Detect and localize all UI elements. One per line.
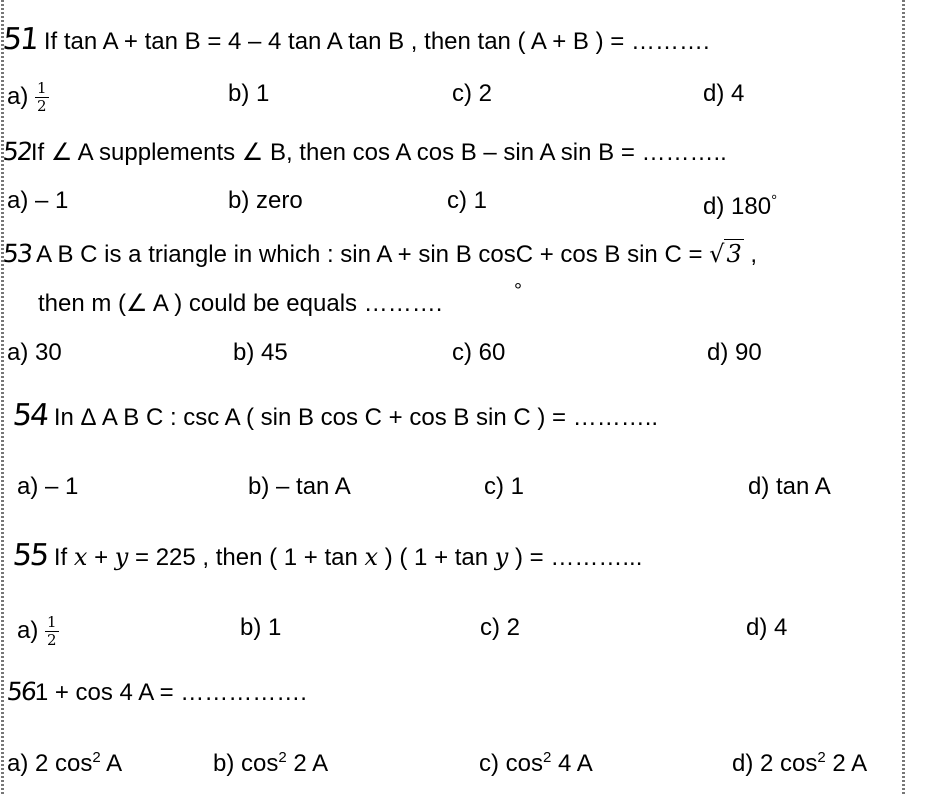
question-text: + xyxy=(87,544,115,571)
question-text: ) = ………... xyxy=(508,544,643,571)
question-number: 53 xyxy=(1,239,33,268)
option-text: 2 A xyxy=(825,750,868,777)
option-a xyxy=(17,614,59,649)
page-right-border xyxy=(902,0,905,796)
question-text: In Δ A B C : csc A ( sin B cos C + cos B sin C ) = ……….. xyxy=(53,404,659,431)
option-b: b) – tan A xyxy=(248,473,351,500)
option-a: a) – 1 xyxy=(7,187,69,214)
option-prefix: a) xyxy=(7,82,29,110)
option-text: d) 2 cos xyxy=(732,750,818,777)
question-number: 55 xyxy=(11,538,50,573)
exponent: 2 xyxy=(92,749,101,766)
option-a: a) 30 xyxy=(7,339,62,366)
option-d: d) tan A xyxy=(748,473,831,500)
option-text: A xyxy=(100,750,123,777)
variable-x: x xyxy=(73,543,88,571)
question-54 xyxy=(11,398,659,433)
option-text: 4 A xyxy=(551,750,593,777)
question-text: If tan A + tan B = 4 – 4 tan A tan B , then tan ( A + B ) = ………. xyxy=(43,28,710,55)
option-text: b) cos xyxy=(213,750,279,777)
option-c: c) 1 xyxy=(447,187,488,214)
question-number: 52 xyxy=(1,137,33,166)
option-c: c) 2 xyxy=(480,614,521,641)
question-number: 51 xyxy=(1,22,40,57)
option-c xyxy=(479,744,593,778)
exponent: 2 xyxy=(817,749,826,766)
question-55 xyxy=(11,538,643,573)
option-prefix: a) xyxy=(17,616,39,644)
option-c: c) 60 xyxy=(452,339,506,366)
radicand: 3 xyxy=(726,240,742,268)
option-text: d) 180 xyxy=(703,193,772,220)
degree-symbol: ° xyxy=(771,192,778,209)
fraction-numerator: 1 xyxy=(47,613,57,631)
question-52 xyxy=(3,138,727,167)
option-c: c) 2 xyxy=(452,80,493,107)
option-b xyxy=(213,744,328,778)
option-text: a) 2 cos xyxy=(7,750,93,777)
radical-sign: √ xyxy=(709,240,725,268)
fraction-denominator: 2 xyxy=(47,631,57,649)
question-text: ) ( 1 + tan xyxy=(378,544,495,571)
option-text: 2 A xyxy=(286,750,329,777)
fraction-numerator: 1 xyxy=(37,79,47,97)
question-text: If ∠ A supplements ∠ B, then cos A cos B – sin A sin B = ……….. xyxy=(30,139,727,166)
exponent: 2 xyxy=(543,749,552,766)
question-53 xyxy=(3,240,757,269)
question-text: then m (∠ A ) could be equals ………. xyxy=(38,290,443,317)
variable-y: y xyxy=(114,543,129,571)
option-d: d) 4 xyxy=(746,614,788,641)
option-b: b) 1 xyxy=(228,80,270,107)
question-number: 56 xyxy=(5,677,37,706)
square-root xyxy=(709,239,744,268)
option-d: d) 90 xyxy=(707,339,762,366)
question-53-continued xyxy=(38,290,442,318)
option-a xyxy=(7,744,122,778)
question-text: A B C is a triangle in which : sin A + sin B cosC + cos B sin C = xyxy=(36,241,710,268)
exponent: 2 xyxy=(278,749,287,766)
option-d xyxy=(703,187,777,221)
fraction xyxy=(45,614,59,649)
degree-symbol: ° xyxy=(514,280,522,302)
option-a: a) – 1 xyxy=(17,473,79,500)
variable-x: x xyxy=(364,543,379,571)
option-a xyxy=(7,80,49,115)
question-text: = 225 , then ( 1 + tan xyxy=(128,544,365,571)
page-left-border xyxy=(1,0,4,796)
option-b: b) zero xyxy=(228,187,303,214)
question-text-end: , xyxy=(743,241,758,268)
option-c: c) 1 xyxy=(484,473,525,500)
fraction xyxy=(35,80,49,115)
option-d xyxy=(732,744,867,778)
option-b: b) 1 xyxy=(240,614,282,641)
question-number: 54 xyxy=(11,398,50,433)
option-d: d) 4 xyxy=(703,80,745,107)
option-text: c) cos xyxy=(479,750,544,777)
question-text: 1 + cos 4 A = ……………. xyxy=(34,679,307,706)
variable-y: y xyxy=(494,543,509,571)
question-text: If xyxy=(53,544,74,571)
question-56 xyxy=(7,678,307,707)
fraction-denominator: 2 xyxy=(37,97,47,115)
option-b: b) 45 xyxy=(233,339,288,366)
question-51 xyxy=(1,22,710,57)
